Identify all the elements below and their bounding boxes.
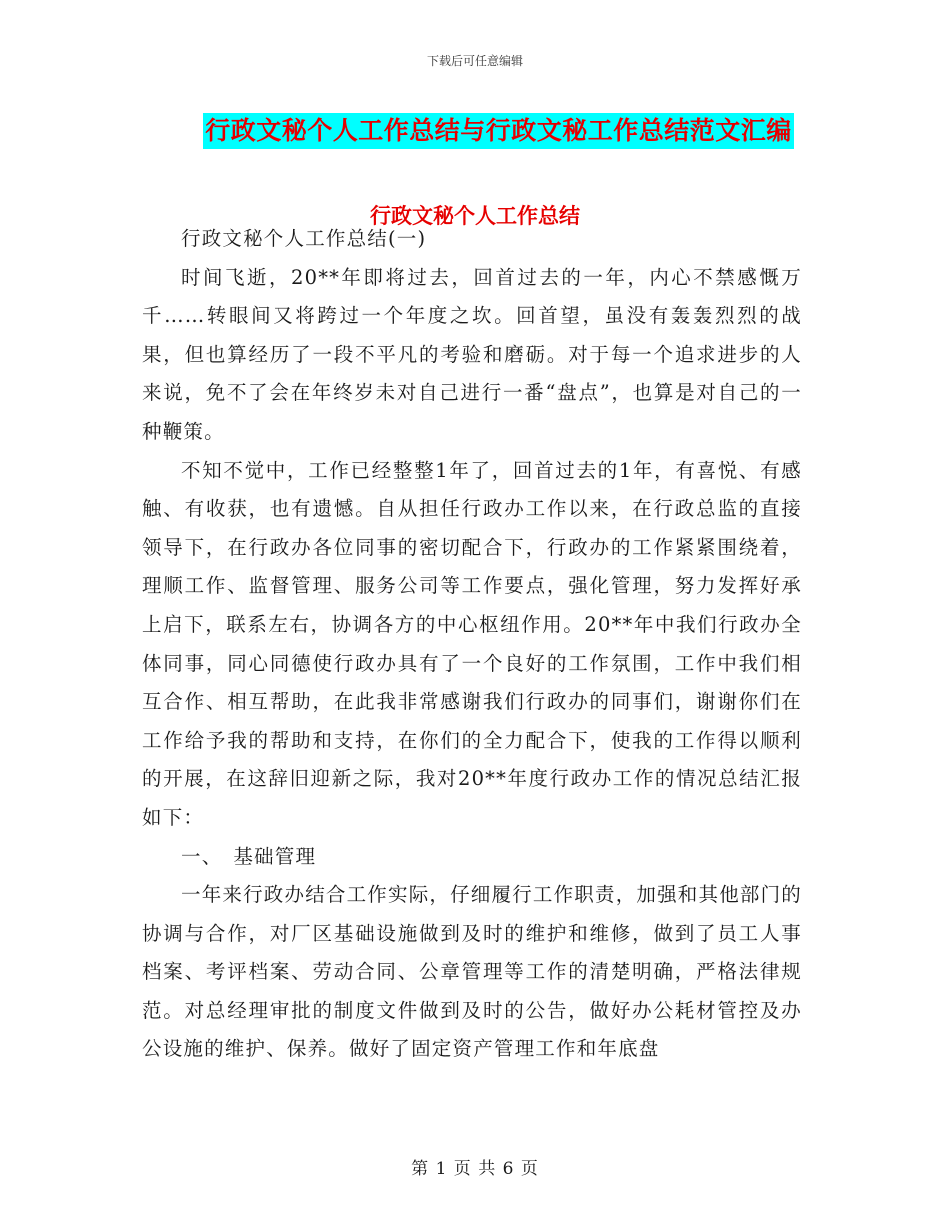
paragraph: 一年来行政办结合工作实际，仔细履行工作职责，加强和其他部门的协调与合作，对厂区基础设施做到及时的维护和维修，做到了员工人事档案、考评档案、劳动合同、公章管理等工作的清楚明确，严格法律规范。对总经理审批的制度文件做到及时的公告，做好办公耗材管控及办公设施的维护、保养。做好了固定资产管理工作和年底盘 [142,883,803,1061]
paragraph: 时间飞逝，20**年即将过去，回首过去的一年，内心不禁感慨万千……转眼间又将跨过一个年度之坎。回首望，虽没有轰轰烈烈的战果，但也算经历了一段不平凡的考验和磨砺。对于每一个追求进步的人来说，免不了会在年终岁未对自己进行一番“盘点”，也算是对自己的一种鞭策。 [142,265,802,443]
document-title-container [0,113,950,149]
document-body [142,220,802,1069]
header-note: 下载后可任意编辑 [426,54,523,68]
paragraph-subtitle: 行政文秘个人工作总结(一) [181,227,427,250]
paragraph: 不知不觉中，工作已经整整1年了，回首过去的1年，有喜悦、有感触、有收获，也有遗憾。自从担任行政办工作以来，在行政总监的直接领导下，在行政办各位同事的密切配合下，行政办的工作紧紧围绕着，理顺工作、监督管理、服务公司等工作要点，强化管理，努力发挥好承上启下，联系左右，协调各方的中心枢纽作用。20**年中我们行政办全体同事，同心同德使行政办具有了一个良好的工作氛围，工作中我们相互合作、相互帮助，在此我非常感谢我们行政办的同事们，谢谢你们在工作给予我的帮助和支持，在你们的全力配合下，使我的工作得以顺利的开展，在这辞旧迎新之际，我对20**年度行政办工作的情况总结汇报如下： [142,458,802,829]
page-number: 第 1 页 共 6 页 [411,1159,539,1179]
document-title: 行政文秘个人工作总结与行政文秘工作总结范文汇编 [203,113,794,149]
section-title: 行政文秘个人工作总结 [370,203,580,228]
paragraph-heading: 一、 基础管理 [181,844,317,868]
